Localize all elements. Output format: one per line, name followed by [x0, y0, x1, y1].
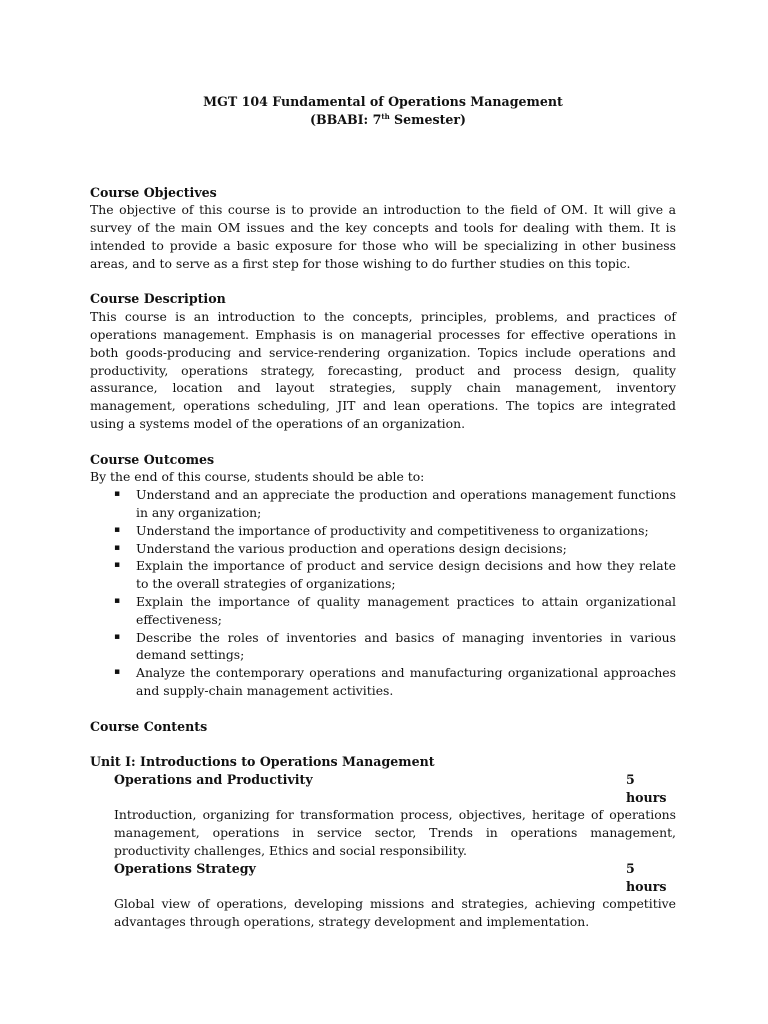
bullet-icon: ▪ — [114, 667, 121, 678]
topic-title: Operations and Productivity — [114, 771, 313, 787]
objectives-text: The objective of this course is to provide an introduction to the field of OM. It will give a survey of the main OM issues and the key concepts and tools for dealing with them. It is intended to provide a basic exposure for those who will be specializing in other business areas, and to serve as a first step for those wishing to do further studies on this topic. — [90, 202, 676, 271]
contents-heading: Course Contents — [90, 718, 208, 734]
list-item-text: Analyze the contemporary operations and manufacturing organizational approaches and supply-chain management activities. — [136, 665, 676, 698]
list-item — [114, 557, 676, 593]
description-text: This course is an introduction to the concepts, principles, problems, and practices of operations management. Emphasis is on managerial processes for effective operations in both goods-producing and service-rendering organization. Topics include operations and productivity, operations strategy, forecasting, product and process design, quality assurance, location and layout strategies, supply chain management, inventory management, operations scheduling, JIT and lean operations. The topics are integrated using a systems model of the operations of an organization. — [90, 309, 676, 431]
contents-section — [90, 718, 676, 736]
title-block — [90, 93, 676, 129]
list-item — [114, 629, 676, 665]
list-item — [114, 593, 676, 629]
bullet-icon: ▪ — [114, 595, 121, 606]
objectives-section — [90, 184, 676, 273]
outcomes-heading: Course Outcomes — [90, 451, 215, 467]
subtitle-superscript: th — [381, 111, 390, 121]
list-item-text: Understand and an appreciate the production and operations management functions in any organization; — [136, 487, 676, 520]
subtitle-prefix: (BBABI: 7 — [309, 111, 382, 127]
topic-hours: 5 hours — [626, 860, 667, 894]
bullet-icon: ▪ — [114, 489, 121, 500]
bullet-icon: ▪ — [114, 631, 121, 642]
outcomes-list — [90, 486, 676, 700]
topic-description: Global view of operations, developing missions and strategies, achieving competitive advantages through operations, strategy development and implementation. — [114, 896, 676, 930]
unit-1-section — [90, 753, 676, 931]
bullet-icon: ▪ — [114, 560, 121, 571]
bullet-icon: ▪ — [114, 542, 121, 553]
topic-description: Introduction, organizing for transformation process, objectives, heritage of operations management, operations in service sector, Trends in operations management, productivity challenges, Ethics and social responsibility. — [114, 807, 676, 859]
document-page — [90, 93, 676, 931]
list-item-text: Describe the roles of inventories and basics of managing inventories in various demand settings; — [136, 629, 676, 663]
list-item-text: Explain the importance of quality management practices to attain organizational effectiveness; — [136, 593, 676, 627]
topic-title: Operations Strategy — [114, 860, 256, 876]
subtitle-suffix: Semester) — [389, 111, 467, 127]
outcomes-section — [90, 451, 676, 700]
topic-row — [90, 860, 676, 896]
course-subtitle — [100, 111, 676, 129]
list-item — [114, 540, 676, 558]
list-item-text: Explain the importance of product and service design decisions and how they relate to the overall strategies of organizations; — [136, 558, 676, 592]
description-section — [90, 290, 676, 432]
unit-1-heading: Unit I: Introductions to Operations Management — [90, 754, 435, 770]
course-title: MGT 104 Fundamental of Operations Management — [203, 94, 563, 109]
topic-row — [90, 771, 676, 807]
description-heading: Course Description — [90, 291, 226, 307]
list-item-text: Understand the various production and operations design decisions; — [136, 540, 567, 556]
objectives-heading: Course Objectives — [90, 184, 217, 200]
outcomes-intro: By the end of this course, students should be able to: — [90, 469, 425, 485]
list-item — [114, 522, 676, 540]
topic-hours: 5 hours — [626, 771, 667, 805]
list-item — [114, 664, 676, 700]
list-item-text: Understand the importance of productivity and competitiveness to organizations; — [136, 522, 649, 538]
bullet-icon: ▪ — [114, 524, 121, 535]
list-item — [114, 486, 676, 522]
